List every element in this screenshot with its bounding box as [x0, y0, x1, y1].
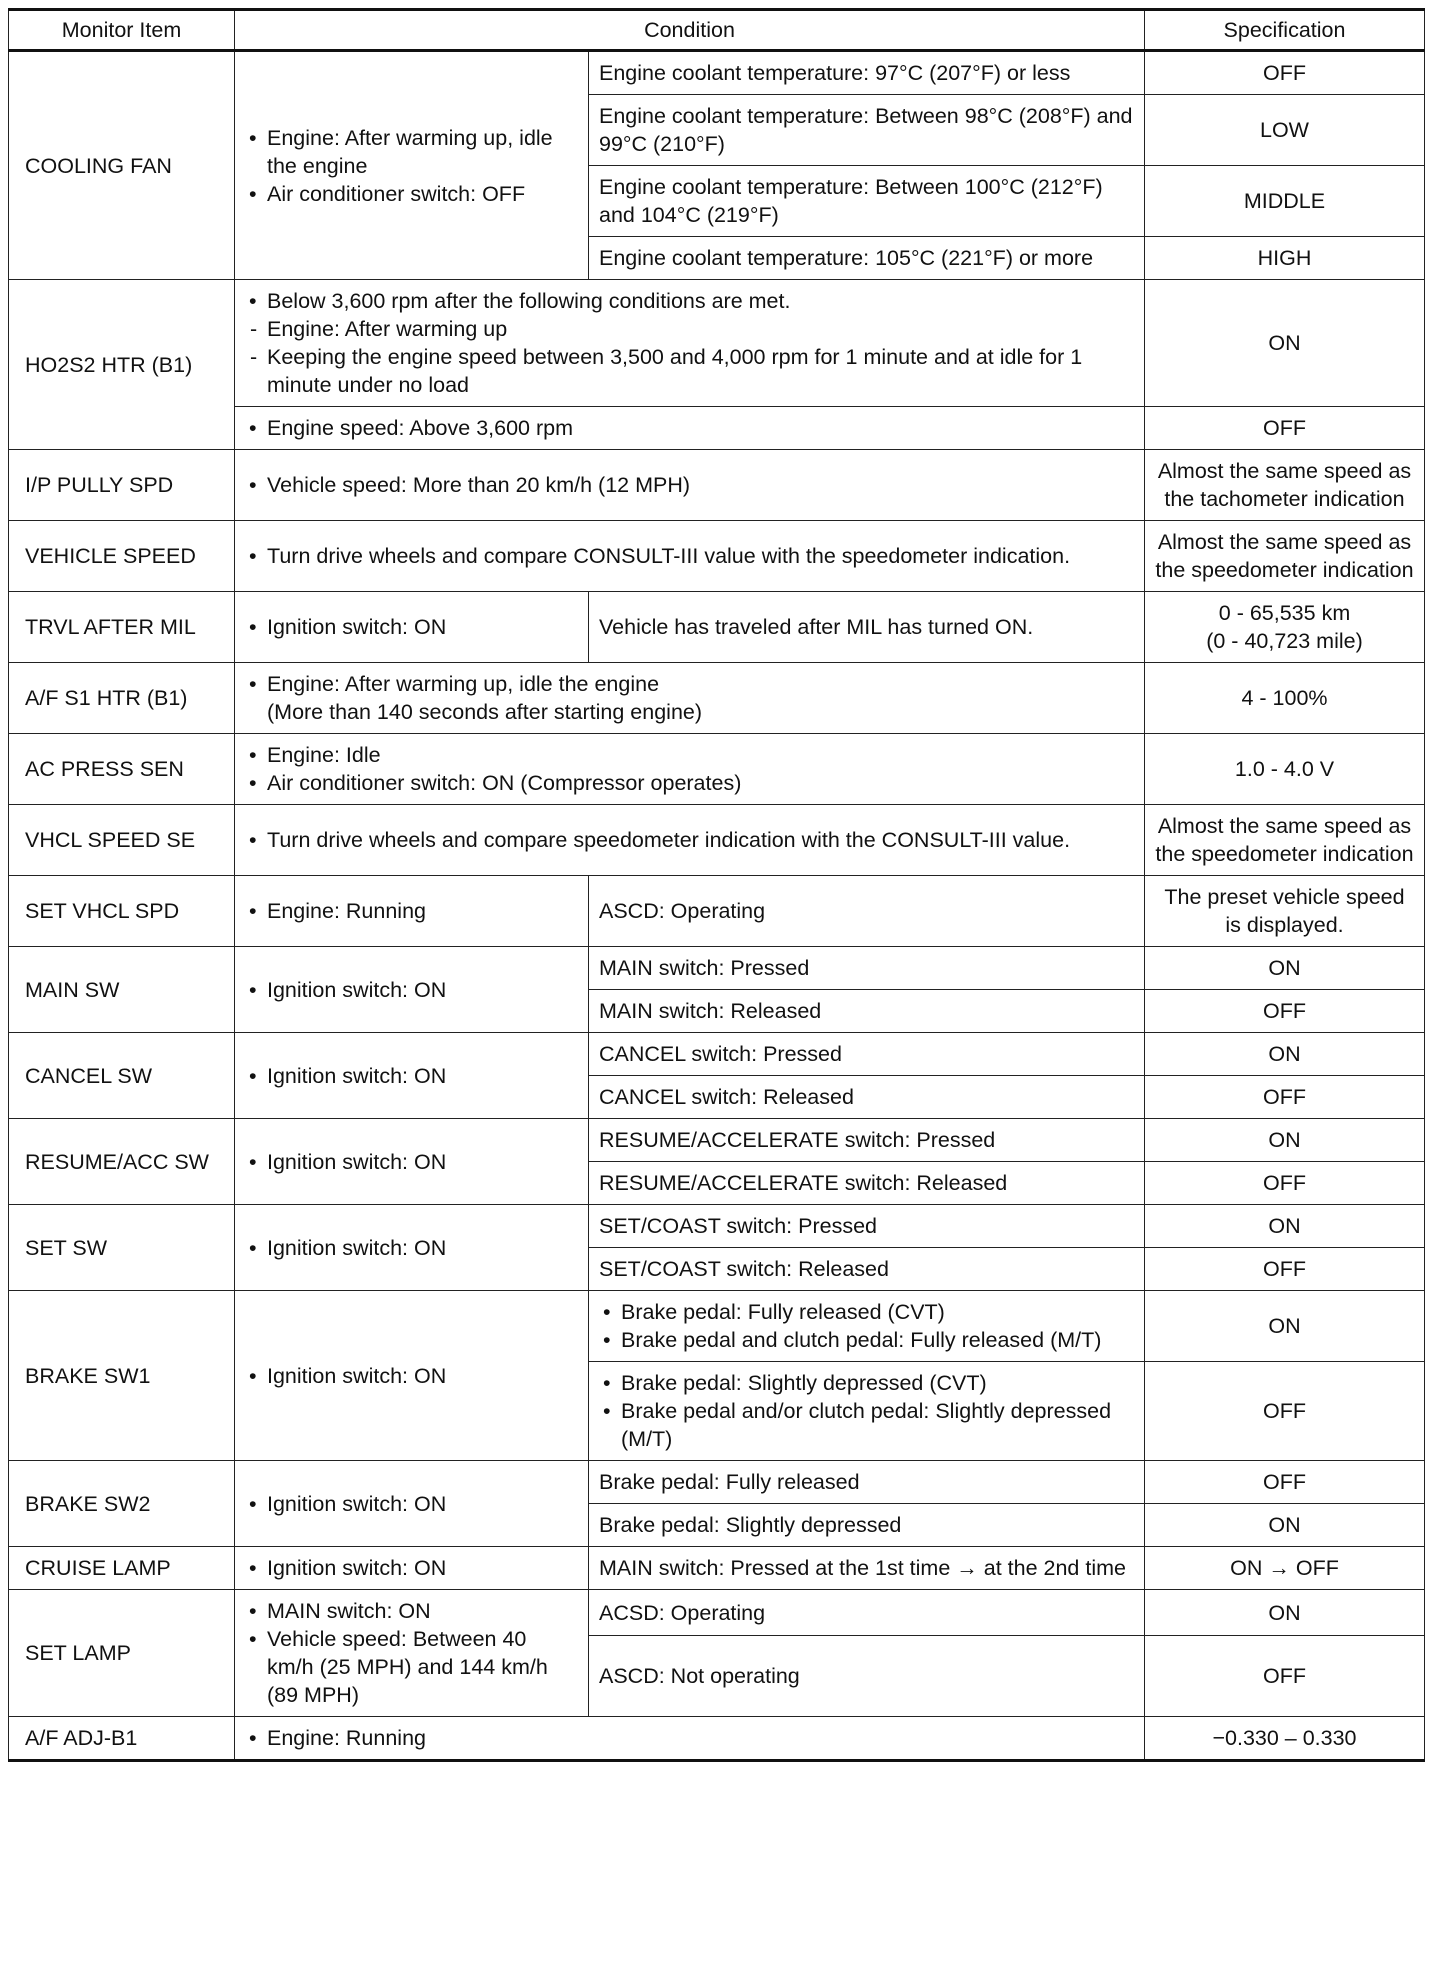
specification: ON	[1145, 947, 1425, 990]
condition-cell	[235, 1205, 589, 1291]
specification: 1.0 - 4.0 V	[1145, 734, 1425, 805]
condition-bullet: • Ignition switch: ON	[245, 1234, 578, 1262]
spec-line: 0 - 65,535 km	[1218, 601, 1351, 625]
condition-cell	[235, 876, 589, 947]
condition-bullet: • Vehicle speed: More than 20 km/h (12 MPH)	[245, 471, 1134, 499]
table-row	[9, 805, 1425, 876]
condition-bullet: • Ignition switch: ON	[245, 1490, 578, 1518]
condition-bullet: • Air conditioner switch: ON (Compressor operates)	[245, 769, 1134, 797]
monitor-item: I/P PULLY SPD	[9, 450, 235, 521]
condition-cell	[235, 663, 1145, 734]
table-row	[9, 1291, 1425, 1362]
specification: The preset vehicle speed is displayed.	[1145, 876, 1425, 947]
monitor-item: AC PRESS SEN	[9, 734, 235, 805]
monitor-item: SET SW	[9, 1205, 235, 1291]
specification: ON	[1145, 1033, 1425, 1076]
condition-cell	[235, 1717, 1145, 1761]
monitor-item: BRAKE SW2	[9, 1461, 235, 1547]
specification	[1145, 592, 1425, 663]
condition-bullet: • Ignition switch: ON	[245, 1062, 578, 1090]
condition-cell	[235, 521, 1145, 592]
specification: LOW	[1145, 95, 1425, 166]
condition-cell	[235, 1547, 589, 1590]
specification: OFF	[1145, 1076, 1425, 1119]
table-row	[9, 1033, 1425, 1076]
condition-bullet: • Turn drive wheels and compare speedometer indication with the CONSULT-III value.	[245, 826, 1134, 854]
monitor-item: SET VHCL SPD	[9, 876, 235, 947]
table-row	[9, 1205, 1425, 1248]
sub-condition: ASCD: Not operating	[589, 1636, 1145, 1717]
condition-bullet: • Brake pedal and clutch pedal: Fully released (M/T)	[599, 1326, 1134, 1354]
condition-bullet: • Air conditioner switch: OFF	[245, 180, 578, 208]
condition-dash: - Keeping the engine speed between 3,500 and 4,000 rpm for 1 minute and at idle for 1 minute under no load	[245, 343, 1134, 399]
table-row	[9, 592, 1425, 663]
sub-condition: Engine coolant temperature: Between 100°C (212°F) and 104°C (219°F)	[589, 166, 1145, 237]
specification: ON	[1145, 1119, 1425, 1162]
condition-bullet: • Ignition switch: ON	[245, 613, 578, 641]
condition-line: • Engine: After warming up, idle the engine	[267, 672, 660, 696]
monitor-item: CRUISE LAMP	[9, 1547, 235, 1590]
sub-condition	[589, 1291, 1145, 1362]
sub-condition: SET/COAST switch: Pressed	[589, 1205, 1145, 1248]
condition-bullet: • Ignition switch: ON	[245, 1362, 578, 1390]
sub-condition: MAIN switch: Pressed	[589, 947, 1145, 990]
table-header-row	[9, 10, 1425, 51]
condition-cell	[235, 280, 1145, 407]
specification: OFF	[1145, 407, 1425, 450]
monitor-item: A/F S1 HTR (B1)	[9, 663, 235, 734]
condition-cell	[235, 407, 1145, 450]
monitor-item: MAIN SW	[9, 947, 235, 1033]
condition-cell	[235, 1033, 589, 1119]
monitor-item: A/F ADJ-B1	[9, 1717, 235, 1761]
condition-bullet: • Ignition switch: ON	[245, 1554, 578, 1582]
spec-line: (0 - 40,723 mile)	[1206, 629, 1363, 653]
table-row	[9, 521, 1425, 592]
sub-condition: Engine coolant temperature: Between 98°C (208°F) and 99°C (210°F)	[589, 95, 1145, 166]
condition-cell	[235, 592, 589, 663]
table-row	[9, 1717, 1425, 1761]
condition-cell	[235, 947, 589, 1033]
specification: HIGH	[1145, 237, 1425, 280]
table-row	[9, 947, 1425, 990]
monitor-item: VEHICLE SPEED	[9, 521, 235, 592]
table-row	[9, 1461, 1425, 1504]
sub-condition: ACSD: Operating	[589, 1590, 1145, 1636]
condition-cell	[235, 805, 1145, 876]
sub-condition: ASCD: Operating	[589, 876, 1145, 947]
specification: OFF	[1145, 1162, 1425, 1205]
table-row	[9, 280, 1425, 407]
specification: MIDDLE	[1145, 166, 1425, 237]
specification: −0.330 – 0.330	[1145, 1717, 1425, 1761]
table-row	[9, 1547, 1425, 1590]
condition-bullet: • Vehicle speed: Between 40 km/h (25 MPH) and 144 km/h (89 MPH)	[245, 1625, 578, 1709]
specification: Almost the same speed as the tachometer indication	[1145, 450, 1425, 521]
monitor-item: COOLING FAN	[9, 51, 235, 280]
monitor-item: TRVL AFTER MIL	[9, 592, 235, 663]
condition-bullet: • Brake pedal: Slightly depressed (CVT)	[599, 1369, 1134, 1397]
condition-cell	[235, 1119, 589, 1205]
condition-cell	[235, 1461, 589, 1547]
condition-cell	[235, 1291, 589, 1461]
table-row	[9, 51, 1425, 95]
monitor-item: CANCEL SW	[9, 1033, 235, 1119]
sub-condition: MAIN switch: Released	[589, 990, 1145, 1033]
specification: ON	[1145, 1504, 1425, 1547]
condition-bullet: • Engine speed: Above 3,600 rpm	[245, 414, 1134, 442]
sub-condition	[589, 1362, 1145, 1461]
specification: ON	[1145, 1590, 1425, 1636]
specification: OFF	[1145, 1461, 1425, 1504]
condition-bullet: • Turn drive wheels and compare CONSULT-III value with the speedometer indication.	[245, 542, 1134, 570]
header-condition: Condition	[235, 10, 1145, 51]
condition-bullet: • Ignition switch: ON	[245, 1148, 578, 1176]
condition-bullet: • Engine: Running	[245, 897, 578, 925]
table-row	[9, 450, 1425, 521]
sub-condition: RESUME/ACCELERATE switch: Released	[589, 1162, 1145, 1205]
specification: OFF	[1145, 1248, 1425, 1291]
sub-condition: Vehicle has traveled after MIL has turned ON.	[589, 592, 1145, 663]
condition-bullet	[245, 670, 1134, 726]
specification: OFF	[1145, 1362, 1425, 1461]
monitor-item: HO2S2 HTR (B1)	[9, 280, 235, 450]
specification: 4 - 100%	[1145, 663, 1425, 734]
condition-cell	[235, 450, 1145, 521]
table-row	[9, 734, 1425, 805]
sub-condition: SET/COAST switch: Released	[589, 1248, 1145, 1291]
specification: OFF	[1145, 51, 1425, 95]
condition-line: (More than 140 seconds after starting engine)	[267, 700, 703, 724]
monitor-item: RESUME/ACC SW	[9, 1119, 235, 1205]
table-row	[9, 1119, 1425, 1162]
condition-cell	[235, 51, 589, 280]
monitor-item: VHCL SPEED SE	[9, 805, 235, 876]
sub-condition: Brake pedal: Fully released	[589, 1461, 1145, 1504]
sub-condition: RESUME/ACCELERATE switch: Pressed	[589, 1119, 1145, 1162]
table-row	[9, 1590, 1425, 1636]
specification: OFF	[1145, 1636, 1425, 1717]
monitor-item-table	[8, 8, 1425, 1762]
monitor-item: SET LAMP	[9, 1590, 235, 1717]
specification: Almost the same speed as the speedometer indication	[1145, 521, 1425, 592]
condition-bullet: • Ignition switch: ON	[245, 976, 578, 1004]
table-row	[9, 876, 1425, 947]
sub-condition: Engine coolant temperature: 105°C (221°F) or more	[589, 237, 1145, 280]
condition-bullet: • Engine: Idle	[245, 741, 1134, 769]
specification: ON → OFF	[1145, 1547, 1425, 1590]
condition-bullet: • Below 3,600 rpm after the following conditions are met.	[245, 287, 1134, 315]
sub-condition: MAIN switch: Pressed at the 1st time → at the 2nd time	[589, 1547, 1145, 1590]
condition-cell	[235, 1590, 589, 1717]
specification: OFF	[1145, 990, 1425, 1033]
header-specification: Specification	[1145, 10, 1425, 51]
specification: Almost the same speed as the speedometer indication	[1145, 805, 1425, 876]
sub-condition: Engine coolant temperature: 97°C (207°F) or less	[589, 51, 1145, 95]
table-row	[9, 663, 1425, 734]
specification: ON	[1145, 280, 1425, 407]
condition-dash: - Engine: After warming up	[245, 315, 1134, 343]
condition-bullet: • Engine: After warming up, idle the engine	[245, 124, 578, 180]
condition-bullet: • MAIN switch: ON	[245, 1597, 578, 1625]
header-monitor-item: Monitor Item	[9, 10, 235, 51]
condition-bullet: • Engine: Running	[245, 1724, 1134, 1752]
condition-bullet: • Brake pedal and/or clutch pedal: Slightly depressed (M/T)	[599, 1397, 1134, 1453]
condition-cell	[235, 734, 1145, 805]
specification: ON	[1145, 1205, 1425, 1248]
monitor-item: BRAKE SW1	[9, 1291, 235, 1461]
sub-condition: CANCEL switch: Released	[589, 1076, 1145, 1119]
condition-bullet: • Brake pedal: Fully released (CVT)	[599, 1298, 1134, 1326]
specification: ON	[1145, 1291, 1425, 1362]
sub-condition: CANCEL switch: Pressed	[589, 1033, 1145, 1076]
sub-condition: Brake pedal: Slightly depressed	[589, 1504, 1145, 1547]
